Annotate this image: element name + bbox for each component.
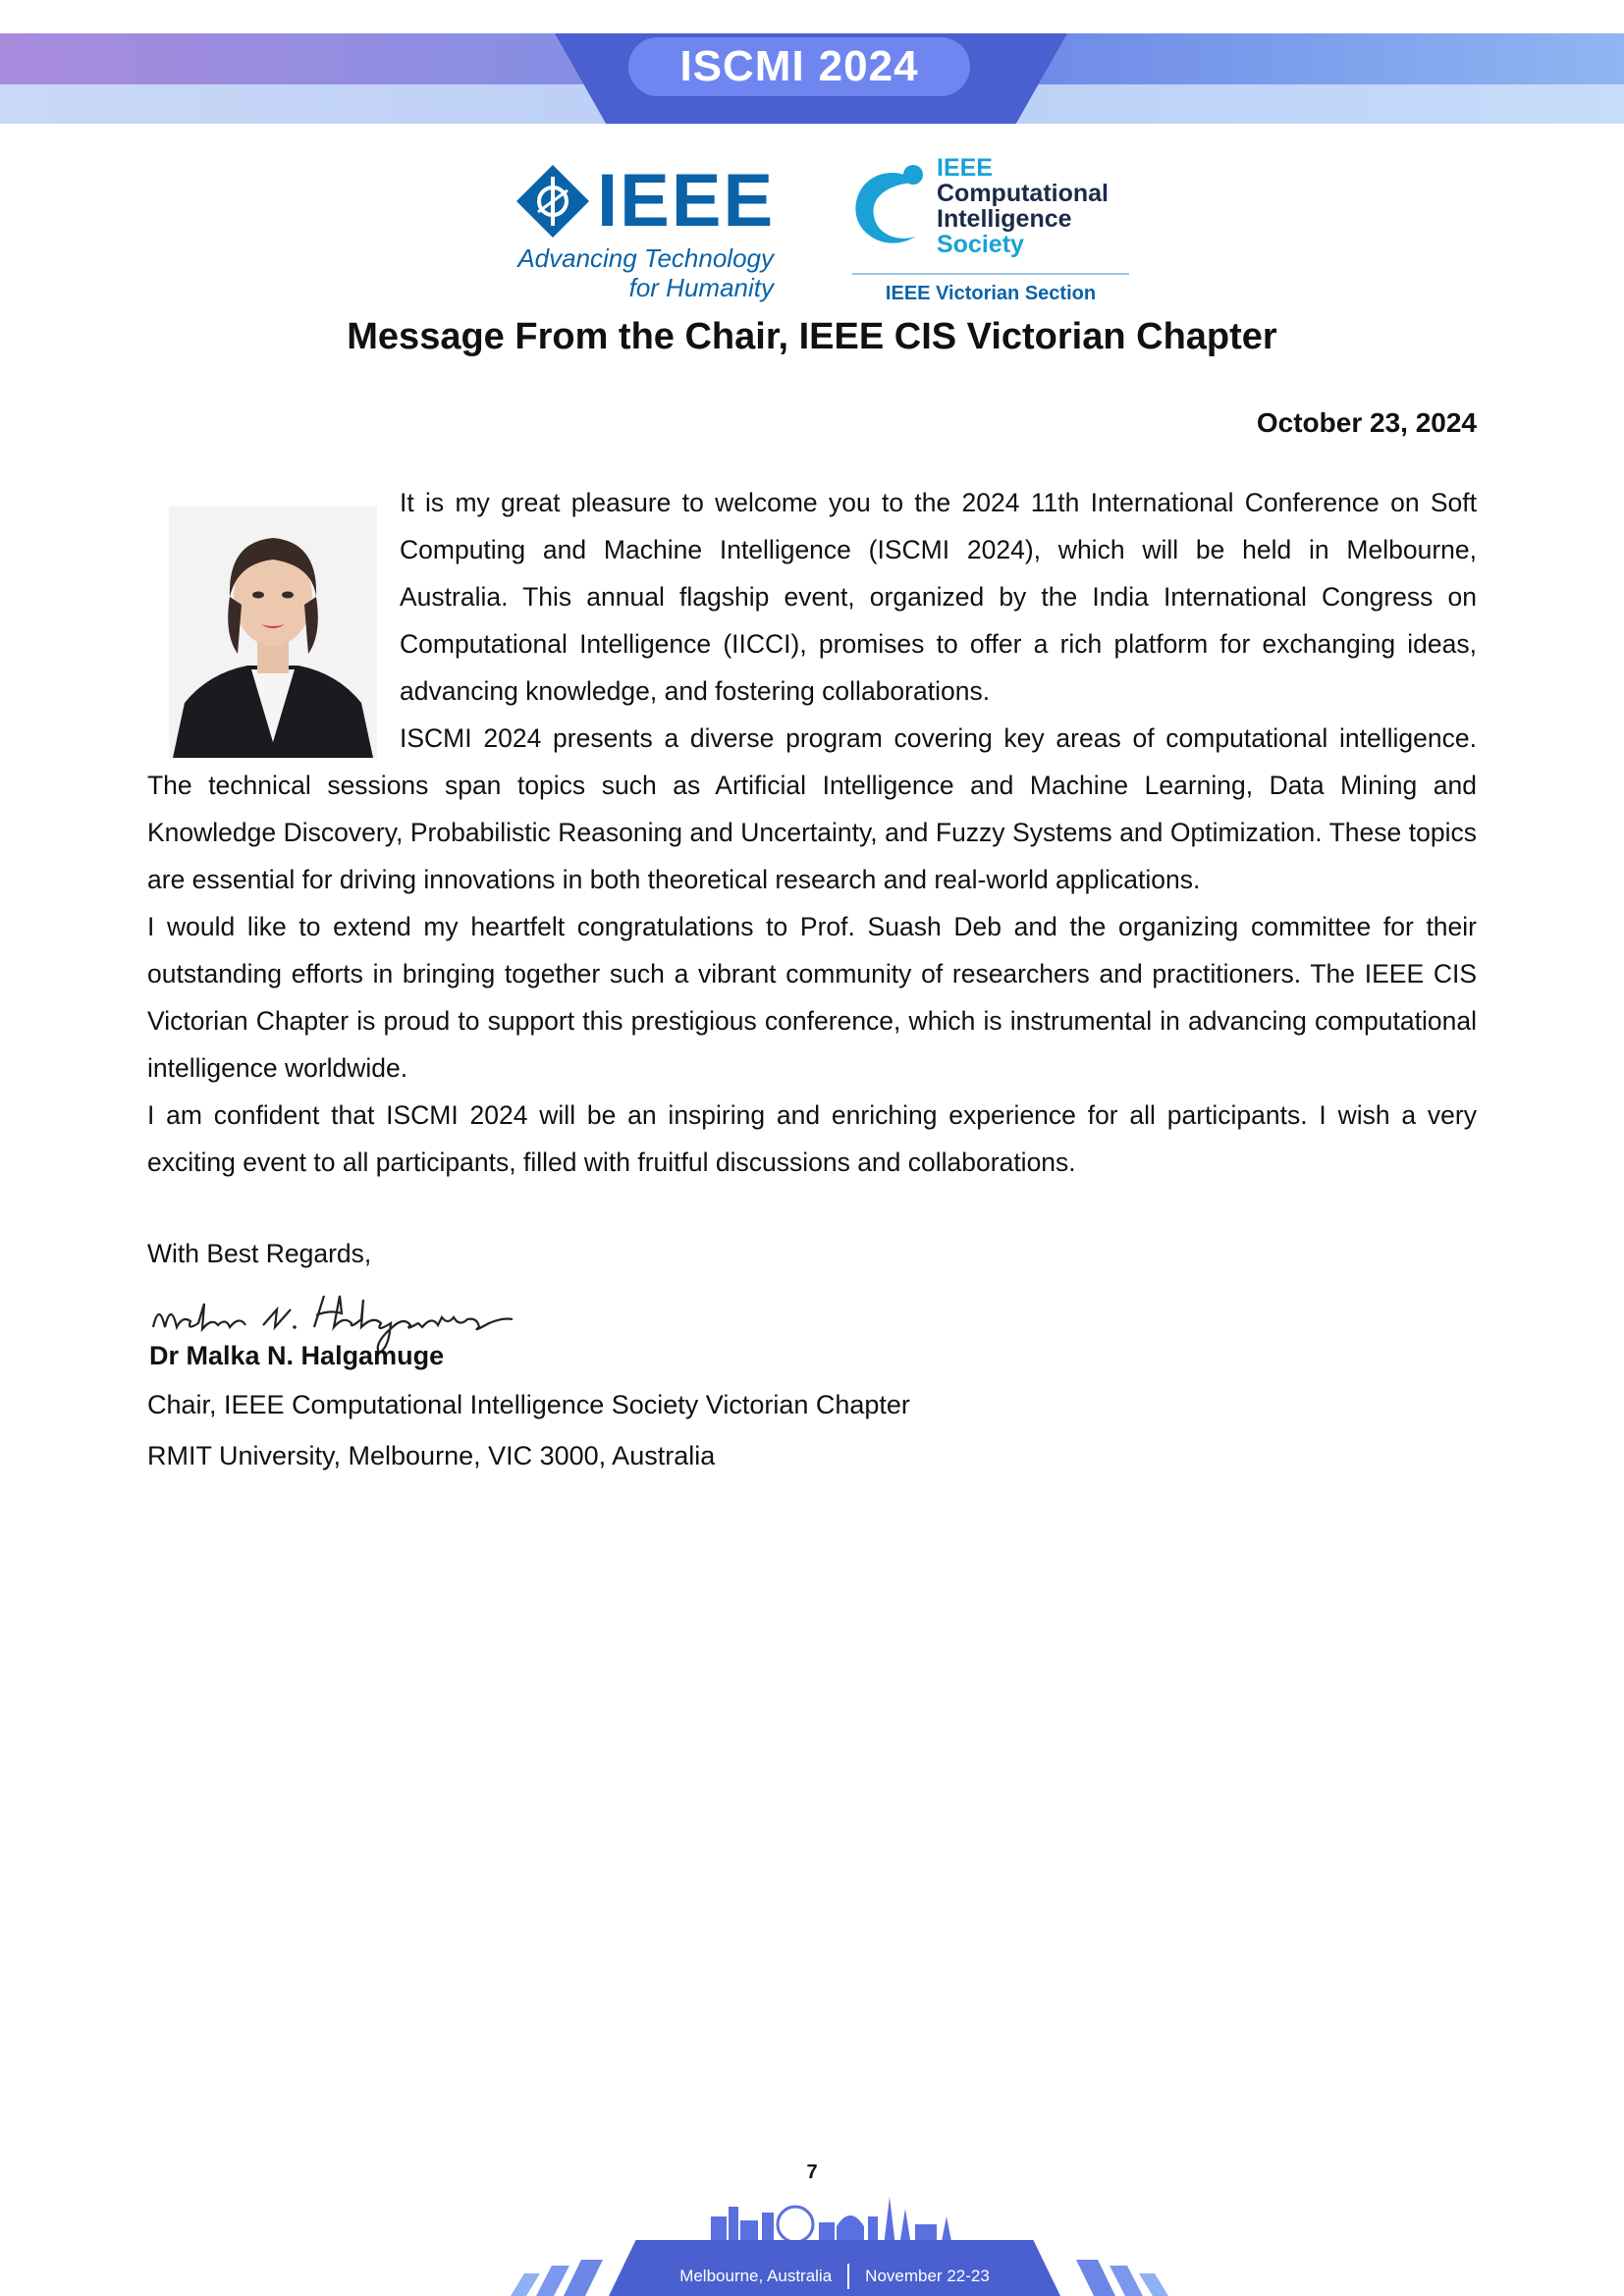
ieee-tagline-line-2: for Humanity bbox=[628, 273, 774, 302]
paragraph-congratulations: I would like to extend my heartfelt congratulations to Prof. Suash Deb and the organizing committee for their outstanding efforts in bringing together such a vibrant community of researchers and practitioners. The IEEE CIS Victorian Chapter is proud to support this prestigious conference, which is instrumental in advancing computational intelligence worldwide. bbox=[147, 912, 1477, 1083]
paragraph-closing-wish: I am confident that ISCMI 2024 will be an inspiring and enriching experience for all participants. I wish a very exciting event to all participants, filled with fruitful discussions and collaborations. bbox=[147, 1100, 1477, 1177]
letter-date: October 23, 2024 bbox=[1256, 407, 1477, 438]
footer-location: Melbourne, Australia bbox=[679, 2267, 833, 2285]
footer-dates: November 22-23 bbox=[865, 2267, 990, 2285]
cis-divider bbox=[852, 273, 1129, 275]
cis-logo bbox=[846, 155, 1141, 312]
conference-year: 2024 bbox=[818, 42, 919, 90]
page-title: Message From the Chair, IEEE CIS Victorian Chapter bbox=[347, 316, 1277, 357]
ieee-logo bbox=[511, 157, 776, 304]
footer-stripes-left bbox=[501, 2260, 619, 2296]
cis-section-label: IEEE Victorian Section bbox=[885, 283, 1097, 304]
signer-name: Dr Malka N. Halgamuge bbox=[149, 1341, 445, 1370]
ieee-diamond-icon bbox=[514, 163, 591, 240]
cis-line-computational: Computational bbox=[937, 180, 1109, 207]
conference-badge bbox=[628, 37, 970, 96]
cis-wordmark bbox=[937, 155, 1109, 257]
ieee-wordmark: IEEE bbox=[597, 159, 776, 242]
footer-divider bbox=[847, 2264, 849, 2289]
signer-role: Chair, IEEE Computational Intelligence Society Victorian Chapter bbox=[147, 1390, 910, 1419]
closing-salutation: With Best Regards, bbox=[147, 1239, 372, 1268]
cis-swirl-icon bbox=[848, 161, 937, 259]
footer-banner bbox=[491, 2179, 1178, 2296]
ieee-tagline-line-1: Advancing Technology bbox=[517, 243, 774, 273]
paragraph-program: ISCMI 2024 presents a diverse program covering key areas of computational intelligence. The technical sessions span topics such as Artificial Intelligence and Machine Learning, Data Mining and Knowledge Discovery, Probabilistic Reasoning and Uncertainty, and Fuzzy Systems and Optimization. These topics are essential for driving innovations in both theoretical research and real-world applications. bbox=[147, 723, 1477, 894]
photo-spacer bbox=[147, 479, 400, 760]
paragraph-welcome: It is my great pleasure to welcome you to the 2024 11th International Conference on Soft Computing and Machine Intelligence (ISCMI 2024), which will be held in Melbourne, Australia. This annual flagship event, organized by the India International Congress on Computational Intelligence (IICCI), promises to offer a rich platform for exchanging ideas, advancing knowledge, and fostering collaborations. bbox=[400, 488, 1477, 706]
melbourne-skyline-icon bbox=[707, 2187, 962, 2246]
page-number: 7 bbox=[806, 2162, 818, 2183]
ieee-tagline bbox=[516, 243, 774, 302]
cis-line-ieee: IEEE bbox=[937, 154, 993, 182]
conference-title: ISCMI bbox=[679, 42, 805, 90]
footer-stripes-right bbox=[1060, 2260, 1178, 2296]
cis-line-society: Society bbox=[937, 231, 1024, 258]
footer-info bbox=[609, 2262, 1060, 2291]
letter-body bbox=[147, 479, 1477, 1186]
cis-line-intelligence: Intelligence bbox=[937, 205, 1072, 233]
signer-address: RMIT University, Melbourne, VIC 3000, Australia bbox=[147, 1441, 716, 1470]
